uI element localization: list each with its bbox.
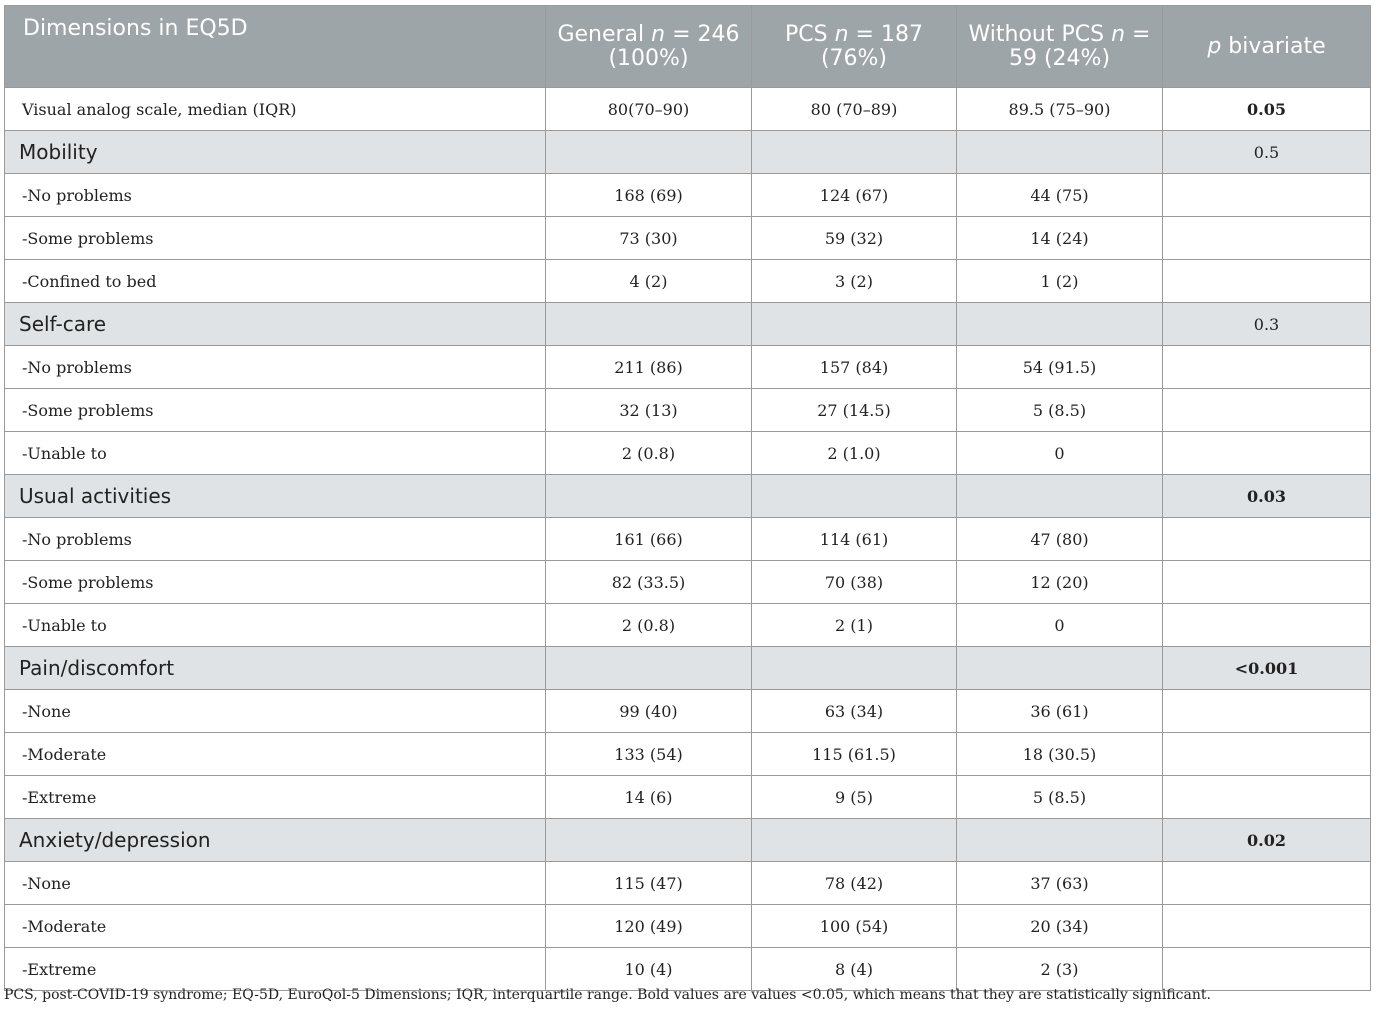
header-general-pre: General <box>557 21 652 47</box>
row-label: -None <box>5 690 546 733</box>
header-row <box>5 6 1371 88</box>
row-without-pcs: 0 <box>957 604 1163 647</box>
row-pcs: 78 (42) <box>752 862 957 905</box>
table-row <box>5 733 1371 776</box>
header-pcs-n: n <box>834 21 849 47</box>
row-p-empty <box>1163 561 1371 604</box>
row-general: 161 (66) <box>546 518 752 561</box>
row-p-empty <box>1163 346 1371 389</box>
row-p-empty <box>1163 948 1371 991</box>
row-general: 82 (33.5) <box>546 561 752 604</box>
row-pcs: 157 (84) <box>752 346 957 389</box>
row-general: 115 (47) <box>546 862 752 905</box>
table-row <box>5 690 1371 733</box>
row-without-pcs: 20 (34) <box>957 905 1163 948</box>
row-general: 14 (6) <box>546 776 752 819</box>
table-row <box>5 604 1371 647</box>
row-p-empty <box>1163 604 1371 647</box>
section-empty <box>752 819 957 862</box>
row-pcs: 59 (32) <box>752 217 957 260</box>
table-row <box>5 217 1371 260</box>
row-label: -Some problems <box>5 389 546 432</box>
row-pcs: 63 (34) <box>752 690 957 733</box>
header-bivariate: bivariate <box>1221 33 1326 59</box>
row-label: -Extreme <box>5 948 546 991</box>
section-empty <box>752 475 957 518</box>
section-title: Mobility <box>5 131 546 174</box>
row-label: -Unable to <box>5 432 546 475</box>
row-without-pcs: 5 (8.5) <box>957 776 1163 819</box>
row-label: -Unable to <box>5 604 546 647</box>
row-label: -Moderate <box>5 905 546 948</box>
row-general: 10 (4) <box>546 948 752 991</box>
row-general: 2 (0.8) <box>546 432 752 475</box>
row-label: -Some problems <box>5 561 546 604</box>
section-empty <box>546 303 752 346</box>
row-label: -Some problems <box>5 217 546 260</box>
row-general: 73 (30) <box>546 217 752 260</box>
eq5d-table <box>4 5 1371 991</box>
row-p-empty <box>1163 260 1371 303</box>
section-empty <box>546 819 752 862</box>
row-pcs: 124 (67) <box>752 174 957 217</box>
row-without-pcs: 44 (75) <box>957 174 1163 217</box>
section-empty <box>957 131 1163 174</box>
section-p-value: 0.03 <box>1163 475 1371 518</box>
header-pcs <box>752 6 957 88</box>
vas-pcs: 80 (70–89) <box>752 88 957 131</box>
header-general-post: = 246 (100%) <box>608 21 740 71</box>
row-label: -No problems <box>5 174 546 217</box>
header-dimensions <box>5 6 546 88</box>
section-row <box>5 475 1371 518</box>
row-pcs: 114 (61) <box>752 518 957 561</box>
header-general <box>546 6 752 88</box>
section-p-value: <0.001 <box>1163 647 1371 690</box>
row-p-empty <box>1163 862 1371 905</box>
row-pcs: 2 (1.0) <box>752 432 957 475</box>
row-pcs: 27 (14.5) <box>752 389 957 432</box>
row-pcs: 100 (54) <box>752 905 957 948</box>
table-row <box>5 389 1371 432</box>
section-p-value: 0.5 <box>1163 131 1371 174</box>
section-empty <box>957 475 1163 518</box>
section-empty <box>957 819 1163 862</box>
row-p-empty <box>1163 217 1371 260</box>
section-row <box>5 303 1371 346</box>
row-pcs: 115 (61.5) <box>752 733 957 776</box>
section-row <box>5 647 1371 690</box>
section-title: Self-care <box>5 303 546 346</box>
row-pcs: 3 (2) <box>752 260 957 303</box>
row-p-empty <box>1163 733 1371 776</box>
table-row <box>5 561 1371 604</box>
row-without-pcs: 5 (8.5) <box>957 389 1163 432</box>
row-p-empty <box>1163 174 1371 217</box>
vas-label: Visual analog scale, median (IQR) <box>5 88 546 131</box>
row-without-pcs: 18 (30.5) <box>957 733 1163 776</box>
header-without-post: = 59 (24%) <box>1008 21 1151 71</box>
row-p-empty <box>1163 518 1371 561</box>
row-general: 32 (13) <box>546 389 752 432</box>
row-label: -No problems <box>5 518 546 561</box>
section-empty <box>546 131 752 174</box>
row-label: -Moderate <box>5 733 546 776</box>
row-label: -Confined to bed <box>5 260 546 303</box>
row-pcs: 2 (1) <box>752 604 957 647</box>
header-without-pcs <box>957 6 1163 88</box>
header-general-n: n <box>651 21 666 47</box>
table-row <box>5 260 1371 303</box>
row-label: -No problems <box>5 346 546 389</box>
row-pcs: 70 (38) <box>752 561 957 604</box>
row-general: 133 (54) <box>546 733 752 776</box>
vas-without-pcs: 89.5 (75–90) <box>957 88 1163 131</box>
row-general: 2 (0.8) <box>546 604 752 647</box>
row-general: 168 (69) <box>546 174 752 217</box>
row-without-pcs: 14 (24) <box>957 217 1163 260</box>
row-without-pcs: 54 (91.5) <box>957 346 1163 389</box>
vas-row <box>5 88 1371 131</box>
section-title: Anxiety/depression <box>5 819 546 862</box>
row-general: 120 (49) <box>546 905 752 948</box>
section-empty <box>752 131 957 174</box>
section-row <box>5 131 1371 174</box>
header-p: p <box>1207 33 1222 59</box>
row-pcs: 8 (4) <box>752 948 957 991</box>
row-without-pcs: 0 <box>957 432 1163 475</box>
row-general: 211 (86) <box>546 346 752 389</box>
table-row <box>5 776 1371 819</box>
section-empty <box>752 303 957 346</box>
row-without-pcs: 47 (80) <box>957 518 1163 561</box>
table-footnote: PCS, post-COVID-19 syndrome; EQ-5D, EuroQol-5 Dimensions; IQR, interquartile range. Bold values are values <0.05, which means that they are statistically significant. <box>4 987 1211 1003</box>
vas-p-value: 0.05 <box>1163 88 1371 131</box>
section-empty <box>957 303 1163 346</box>
header-without-n: n <box>1111 21 1126 47</box>
row-p-empty <box>1163 389 1371 432</box>
section-empty <box>546 475 752 518</box>
section-p-value: 0.02 <box>1163 819 1371 862</box>
row-p-empty <box>1163 432 1371 475</box>
row-without-pcs: 12 (20) <box>957 561 1163 604</box>
row-general: 4 (2) <box>546 260 752 303</box>
row-p-empty <box>1163 905 1371 948</box>
header-pcs-post: = 187 (76%) <box>820 21 923 71</box>
row-without-pcs: 37 (63) <box>957 862 1163 905</box>
row-label: -Extreme <box>5 776 546 819</box>
header-dimensions-text: Dimensions in EQ5D <box>23 16 248 41</box>
row-without-pcs: 36 (61) <box>957 690 1163 733</box>
table-row <box>5 518 1371 561</box>
table-row <box>5 174 1371 217</box>
row-label: -None <box>5 862 546 905</box>
section-empty <box>957 647 1163 690</box>
row-p-empty <box>1163 690 1371 733</box>
row-without-pcs: 1 (2) <box>957 260 1163 303</box>
row-p-empty <box>1163 776 1371 819</box>
table-row <box>5 905 1371 948</box>
table-row <box>5 432 1371 475</box>
table-row <box>5 948 1371 991</box>
row-general: 99 (40) <box>546 690 752 733</box>
vas-general: 80(70–90) <box>546 88 752 131</box>
section-empty <box>546 647 752 690</box>
header-p-bivariate <box>1163 6 1371 88</box>
table-row <box>5 862 1371 905</box>
table-row <box>5 346 1371 389</box>
section-p-value: 0.3 <box>1163 303 1371 346</box>
section-title: Usual activities <box>5 475 546 518</box>
header-pcs-pre: PCS <box>785 21 835 47</box>
section-row <box>5 819 1371 862</box>
row-without-pcs: 2 (3) <box>957 948 1163 991</box>
section-title: Pain/discomfort <box>5 647 546 690</box>
row-pcs: 9 (5) <box>752 776 957 819</box>
section-empty <box>752 647 957 690</box>
header-without-pre: Without PCS <box>968 21 1112 47</box>
